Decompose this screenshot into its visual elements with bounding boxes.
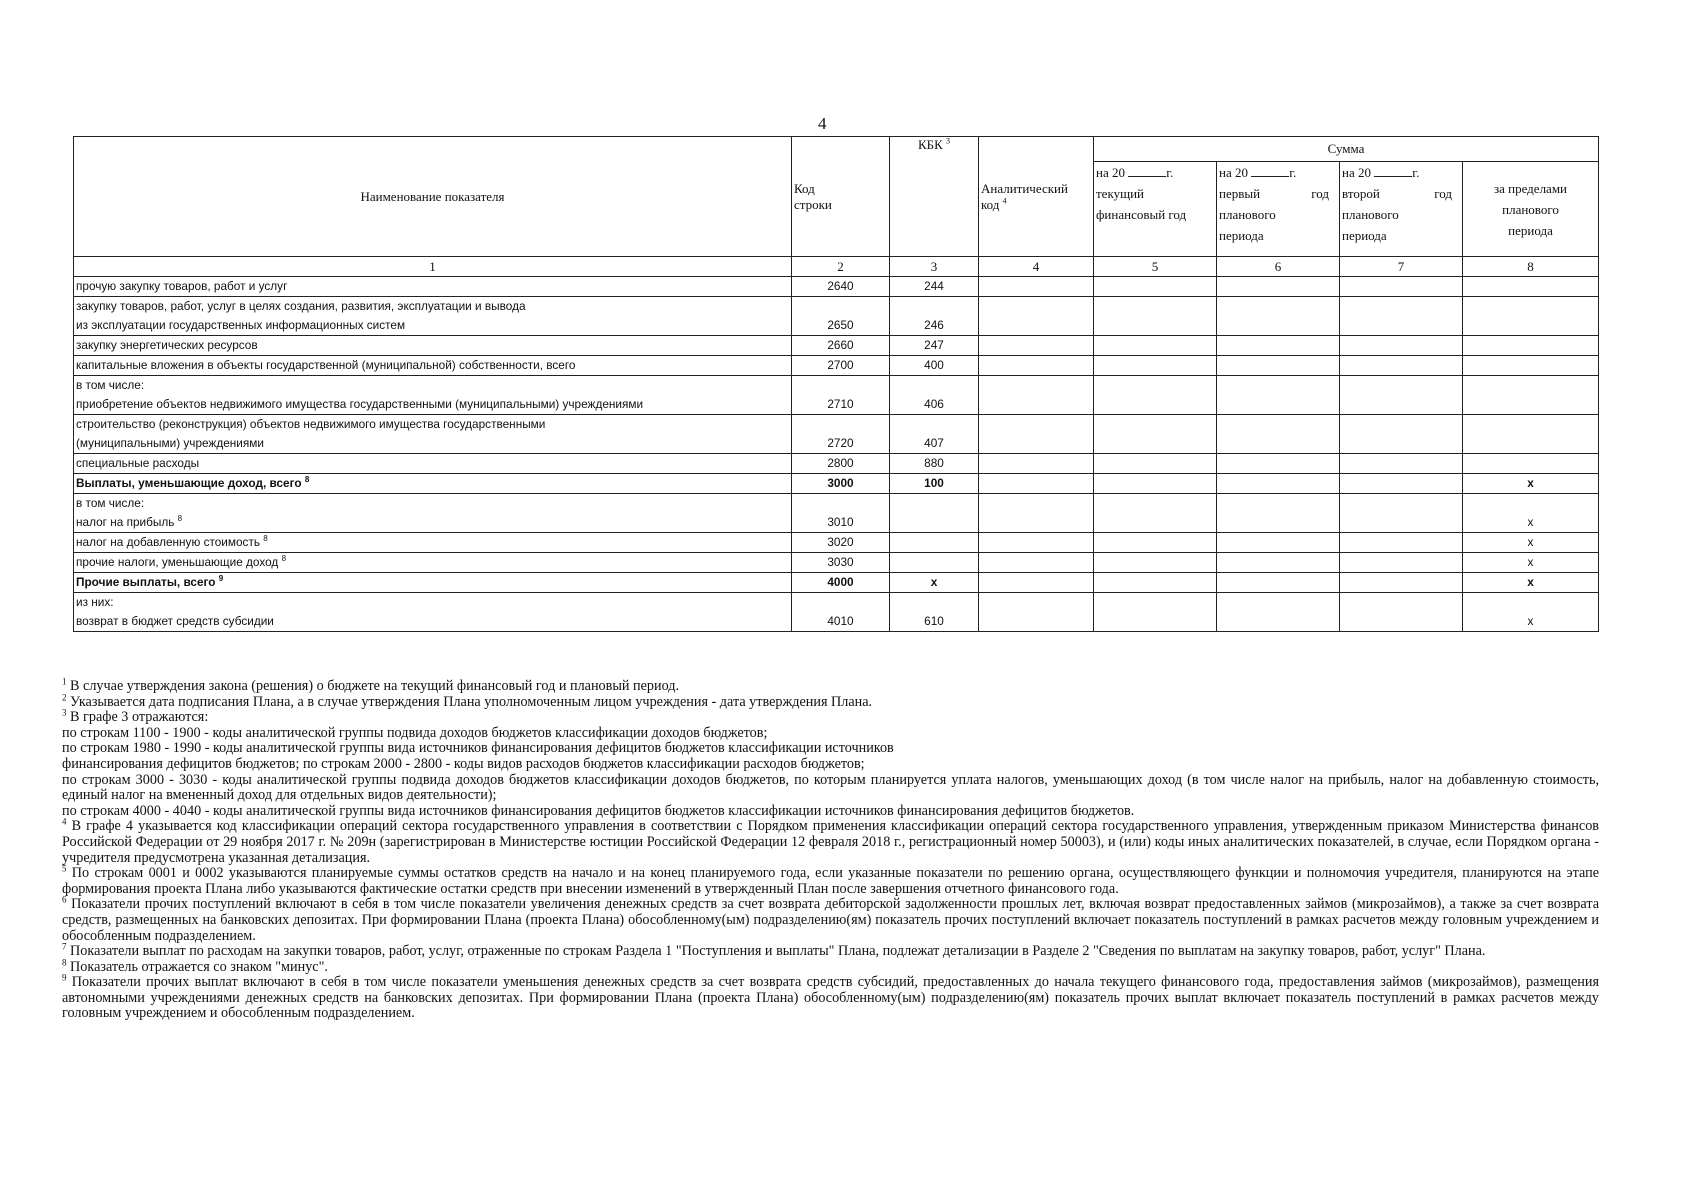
header-col5-suffix: г. <box>1166 165 1174 180</box>
header-col6 <box>1217 162 1340 257</box>
row-name <box>74 454 792 474</box>
row-name-text: приобретение объектов недвижимого имущества государственными (муниципальными) учреждениями <box>76 397 644 411</box>
row-code: 3010 <box>792 494 890 533</box>
row-kbk: 244 <box>890 277 979 297</box>
row-sum-beyond: x <box>1463 494 1599 533</box>
row-sum-beyond: x <box>1463 474 1599 494</box>
footnote <box>62 804 1599 820</box>
header-code-line1: Код <box>794 180 815 196</box>
row-name-text: капитальные вложения в объекты государственной (муниципальной) собственности, всего <box>76 358 576 372</box>
footnote-mark: 3 <box>62 707 67 718</box>
footnote-mark: 5 <box>62 863 67 874</box>
row-sum-first-plan <box>1217 336 1340 356</box>
row-sum-beyond: x <box>1463 553 1599 573</box>
row-sum-beyond <box>1463 376 1599 415</box>
row-sum-beyond: x <box>1463 573 1599 593</box>
row-code: 4010 <box>792 593 890 632</box>
row-code: 2710 <box>792 376 890 415</box>
row-analytic-code <box>979 533 1094 553</box>
column-numbers-row <box>74 257 1599 277</box>
row-sum-first-plan <box>1217 376 1340 415</box>
row-sum-current <box>1094 533 1217 553</box>
row-sum-second-plan <box>1340 356 1463 376</box>
row-sum-current <box>1094 474 1217 494</box>
footnotes <box>62 676 1599 1022</box>
row-analytic-code <box>979 573 1094 593</box>
row-name <box>74 474 792 494</box>
footnote <box>62 741 1599 757</box>
footnote-text: В графе 3 отражаются: <box>66 709 209 726</box>
row-sum-current <box>1094 553 1217 573</box>
table-row <box>74 356 1599 376</box>
row-kbk: 610 <box>890 593 979 632</box>
row-analytic-code <box>979 415 1094 454</box>
row-kbk <box>890 553 979 573</box>
header-col7 <box>1340 162 1463 257</box>
row-sum-second-plan <box>1340 593 1463 632</box>
row-name-line1: закупку товаров, работ, услуг в целях создания, развития, эксплуатации и вывода <box>76 299 526 313</box>
row-kbk: x <box>890 573 979 593</box>
footnote <box>62 956 1599 976</box>
row-sum-beyond <box>1463 277 1599 297</box>
header-col7-w1: второй <box>1342 186 1380 201</box>
row-sum-second-plan <box>1340 376 1463 415</box>
row-sum-beyond <box>1463 356 1599 376</box>
row-sum-first-plan <box>1217 494 1340 533</box>
row-sum-first-plan <box>1217 277 1340 297</box>
row-name <box>74 533 792 553</box>
header-col5 <box>1094 162 1217 257</box>
row-sum-beyond <box>1463 454 1599 474</box>
row-name-text: из эксплуатации государственных информационных систем <box>76 318 406 332</box>
table-row <box>74 573 1599 593</box>
row-sum-second-plan <box>1340 494 1463 533</box>
row-kbk: 407 <box>890 415 979 454</box>
row-kbk: 406 <box>890 376 979 415</box>
header-col8-line3: периода <box>1508 222 1553 238</box>
row-sum-beyond: x <box>1463 593 1599 632</box>
header-col7-prefix: на 20 <box>1342 165 1371 180</box>
row-kbk: 400 <box>890 356 979 376</box>
row-code: 2720 <box>792 415 890 454</box>
row-name-text: прочую закупку товаров, работ и услуг <box>76 279 288 293</box>
footnote-text: Показатели выплат по расходам на закупки товаров, работ, услуг, отраженные по строкам Раздела 1 "Поступления и выплаты" Плана, подлежат детализации в Разделе 2 "Сведения по выплатам на закупку товаров, работ, услуг" Плана. <box>66 943 1486 960</box>
header-col8 <box>1463 162 1599 257</box>
footnote-text: По строкам 0001 и 0002 указываются планируемые суммы остатков средств на начало и на конец планируемого года, если указанные показатели по решению органа, осуществляющего функции и полномочия учредителя, планируются на этапе формирования проекта Плана либо указываются фактические остатки средств при внесении изменений в утвержденный План после завершения отчетного финансового года. <box>62 865 1599 897</box>
footnote-text: В случае утверждения закона (решения) о бюджете на текущий финансовый год и плановый период. <box>66 678 680 694</box>
header-col7-line4: периода <box>1342 228 1387 243</box>
row-name <box>74 297 792 336</box>
row-name-text: налог на прибыль <box>76 515 175 529</box>
footnote-text: по строкам 4000 - 4040 - коды аналитической группы вида источников финансирования дефицитов бюджетов классификации источников финансирования дефицитов бюджетов. <box>62 802 1135 819</box>
header-col6-line4: периода <box>1219 228 1264 243</box>
table-row <box>74 533 1599 553</box>
table-row <box>74 277 1599 297</box>
row-sum-first-plan <box>1217 454 1340 474</box>
footnote <box>62 894 1599 944</box>
header-analytic-ref: 4 <box>1002 196 1007 206</box>
row-kbk <box>890 494 979 533</box>
row-name <box>74 376 792 415</box>
table-row <box>74 376 1599 415</box>
footnote-mark: 4 <box>62 816 67 827</box>
footnote <box>62 726 1599 742</box>
header-kbk-text: КБК <box>917 137 943 152</box>
row-code: 2800 <box>792 454 890 474</box>
row-code: 3020 <box>792 533 890 553</box>
header-col5-line2: текущий <box>1096 186 1145 201</box>
row-name-text: Выплаты, уменьшающие доход, всего <box>76 476 302 490</box>
footnote <box>62 816 1599 866</box>
footnote-text: Показатель отражается со знаком "минус". <box>66 958 328 975</box>
header-kbk <box>890 137 979 257</box>
row-analytic-code <box>979 494 1094 533</box>
table-row <box>74 494 1599 533</box>
header-col5-line3: финансовый год <box>1096 207 1187 222</box>
footnote <box>62 863 1599 897</box>
header-col7-line3: планового <box>1342 207 1399 222</box>
row-name <box>74 336 792 356</box>
row-footnote-ref: 8 <box>263 534 268 544</box>
footnote-mark: 6 <box>62 894 67 905</box>
row-sum-second-plan <box>1340 415 1463 454</box>
footnote-mark: 8 <box>62 956 67 967</box>
header-col6-prefix: на 20 <box>1219 165 1248 180</box>
header-col7-suffix: г. <box>1412 165 1420 180</box>
row-sum-beyond <box>1463 297 1599 336</box>
row-sum-second-plan <box>1340 336 1463 356</box>
column-number: 2 <box>792 257 890 277</box>
footnote-mark: 1 <box>62 676 67 687</box>
header-col6-w2: год <box>1311 186 1329 201</box>
row-sum-current <box>1094 593 1217 632</box>
column-number: 4 <box>979 257 1094 277</box>
row-code: 4000 <box>792 573 890 593</box>
header-name: Наименование показателя <box>74 137 792 257</box>
footnote <box>62 757 1599 773</box>
row-name-line1: в том числе: <box>76 378 145 392</box>
row-kbk: 246 <box>890 297 979 336</box>
row-sum-second-plan <box>1340 474 1463 494</box>
row-analytic-code <box>979 356 1094 376</box>
row-analytic-code <box>979 593 1094 632</box>
row-footnote-ref: 8 <box>304 475 310 485</box>
row-sum-current <box>1094 376 1217 415</box>
row-name <box>74 494 792 533</box>
row-name-text: налог на добавленную стоимость <box>76 535 261 549</box>
row-analytic-code <box>979 376 1094 415</box>
column-number: 1 <box>74 257 792 277</box>
row-code: 2650 <box>792 297 890 336</box>
row-sum-current <box>1094 494 1217 533</box>
row-footnote-ref: 8 <box>177 514 183 524</box>
row-footnote-ref: 9 <box>218 574 224 584</box>
table-row <box>74 454 1599 474</box>
row-sum-beyond <box>1463 415 1599 454</box>
table-row <box>74 474 1599 494</box>
column-number: 6 <box>1217 257 1340 277</box>
footnote <box>62 941 1599 960</box>
row-analytic-code <box>979 297 1094 336</box>
row-sum-first-plan <box>1217 474 1340 494</box>
row-sum-current <box>1094 573 1217 593</box>
column-number: 7 <box>1340 257 1463 277</box>
row-name-line1: в том числе: <box>76 496 145 510</box>
row-sum-first-plan <box>1217 297 1340 336</box>
table-row <box>74 297 1599 336</box>
footnote <box>62 972 1599 1022</box>
row-analytic-code <box>979 474 1094 494</box>
row-name <box>74 415 792 454</box>
header-col8-line2: планового <box>1502 201 1559 217</box>
row-kbk: 247 <box>890 336 979 356</box>
row-name-text: возврат в бюджет средств субсидии <box>76 614 274 628</box>
row-sum-first-plan <box>1217 593 1340 632</box>
row-code: 2660 <box>792 336 890 356</box>
header-analytic-line1: Аналитический <box>981 180 1068 196</box>
row-sum-second-plan <box>1340 454 1463 474</box>
row-sum-second-plan <box>1340 553 1463 573</box>
row-sum-first-plan <box>1217 533 1340 553</box>
row-name-text: закупку энергетических ресурсов <box>76 338 258 352</box>
header-analytic-line2: код <box>981 196 1000 212</box>
footnote-text: Указывается дата подписания Плана, а в случае утверждения Плана уполномоченным лицом учреждения - дата утверждения Плана. <box>66 693 873 710</box>
header-col6-line3: планового <box>1219 207 1276 222</box>
footnote-text: Показатели прочих поступлений включают в себя в том числе показатели увеличения денежных средств за счет возврата дебиторской задолженности прошлых лет, включая возврат предоставленных займов (микрозаймов), а также за счет возврата средств, размещенных на банковских депозитах. При формировании Плана (проекта Плана) обособленному(ым) подразделению(ям) показатель прочих поступлений включает показатель поступлений в рамках расчетов между головным учреждением и обособленным подразделением. <box>62 896 1599 944</box>
footnote <box>62 773 1599 804</box>
footnote-text: по строкам 1100 - 1900 - коды аналитической группы подвида доходов бюджетов классификации доходов бюджетов; <box>62 724 768 741</box>
row-sum-first-plan <box>1217 573 1340 593</box>
plan-table <box>73 136 1599 632</box>
row-footnote-ref: 8 <box>281 554 287 564</box>
row-code: 2700 <box>792 356 890 376</box>
row-sum-beyond: x <box>1463 533 1599 553</box>
header-col7-w2: год <box>1434 186 1452 201</box>
row-sum-first-plan <box>1217 415 1340 454</box>
footnote-mark: 7 <box>62 941 67 952</box>
row-name-text: Прочие выплаты, всего <box>76 575 216 589</box>
row-name-text: прочие налоги, уменьшающие доход <box>76 555 279 569</box>
row-name-text: специальные расходы <box>76 456 200 470</box>
row-sum-second-plan <box>1340 573 1463 593</box>
footnote <box>62 676 1599 695</box>
header-analytic <box>979 137 1094 257</box>
header-col6-w1: первый <box>1219 186 1261 201</box>
row-sum-current <box>1094 336 1217 356</box>
row-analytic-code <box>979 454 1094 474</box>
column-number: 8 <box>1463 257 1599 277</box>
footnote-text: финансирования дефицитов бюджетов; по строкам 2000 - 2800 - коды видов расходов бюджетов классификации расходов бюджетов; <box>62 755 865 772</box>
row-sum-second-plan <box>1340 297 1463 336</box>
table-row <box>74 336 1599 356</box>
page-number: 4 <box>818 114 827 133</box>
row-sum-current <box>1094 277 1217 297</box>
row-analytic-code <box>979 336 1094 356</box>
row-sum-current <box>1094 356 1217 376</box>
header-code-line2: строки <box>794 196 832 212</box>
row-name-line1: из них: <box>76 595 114 609</box>
footnote-text: Показатели прочих выплат включают в себя в том числе показатели уменьшения денежных средств за счет возврата средств субсидий, предоставленных до начала текущего финансового года, предоставления займов (микрозаймов), размещения автономными учреждениями денежных средств на банковских депозитах. При формировании Плана (проекта Плана) обособленному(ым) подразделению(ям) показатель прочих выплат включает показатель поступлений в рамках расчетов между головным учреждением и обособленным подразделением. <box>62 974 1599 1022</box>
row-code: 2640 <box>792 277 890 297</box>
footnote <box>62 691 1599 711</box>
row-kbk <box>890 533 979 553</box>
header-kbk-ref: 3 <box>946 136 951 146</box>
footnote-text: В графе 4 указывается код классификации операций сектора государственного управления в соответствии с Порядком применения классификации операций сектора государственного управления, утвержденным приказом Министерства финансов Российской Федерации от 29 ноября 2017 г. № 209н (зарегистрирован в Министерстве юстиции Российской Федерации 12 февраля 2018 г., регистрационный номер 50003), и (или) коды иных аналитических показателей, в случае, если Порядком органа - учредителя предусмотрена указанная детализация. <box>62 818 1599 866</box>
row-name <box>74 277 792 297</box>
row-name <box>74 593 792 632</box>
header-col6-suffix: г. <box>1289 165 1297 180</box>
row-name <box>74 573 792 593</box>
footnote-text: по строкам 3000 - 3030 - коды аналитической группы подвида доходов бюджетов классификации доходов бюджетов, по которым планируется уплата налогов, уменьшающих доход (в том числе налог на прибыль, налог на добавленную стоимость, единый налог на вмененный доход для отдельных видов деятельности); <box>62 771 1599 804</box>
row-kbk: 880 <box>890 454 979 474</box>
row-code: 3030 <box>792 553 890 573</box>
row-sum-current <box>1094 454 1217 474</box>
header-col5-prefix: на 20 <box>1096 165 1125 180</box>
row-name-text: (муниципальными) учреждениями <box>76 436 264 450</box>
row-kbk: 100 <box>890 474 979 494</box>
row-sum-current <box>1094 415 1217 454</box>
header-sum: Сумма <box>1094 137 1599 162</box>
table-row <box>74 553 1599 573</box>
row-sum-first-plan <box>1217 553 1340 573</box>
row-sum-beyond <box>1463 336 1599 356</box>
row-sum-current <box>1094 297 1217 336</box>
column-number: 3 <box>890 257 979 277</box>
row-name <box>74 356 792 376</box>
row-sum-second-plan <box>1340 533 1463 553</box>
footnote-mark: 2 <box>62 691 67 702</box>
footnote <box>62 707 1599 726</box>
footnote-mark: 9 <box>62 972 67 983</box>
footnote-text: по строкам 1980 - 1990 - коды аналитической группы вида источников финансирования дефицитов бюджетов классификации источников <box>62 740 894 757</box>
header-col8-line1: за пределами <box>1493 180 1568 196</box>
row-sum-first-plan <box>1217 356 1340 376</box>
column-number: 5 <box>1094 257 1217 277</box>
table-row <box>74 415 1599 454</box>
row-code: 3000 <box>792 474 890 494</box>
row-name <box>74 553 792 573</box>
header-code <box>792 137 890 257</box>
row-analytic-code <box>979 553 1094 573</box>
row-analytic-code <box>979 277 1094 297</box>
row-name-line1: строительство (реконструкция) объектов недвижимого имущества государственными <box>76 417 546 431</box>
table-row <box>74 593 1599 632</box>
row-sum-second-plan <box>1340 277 1463 297</box>
